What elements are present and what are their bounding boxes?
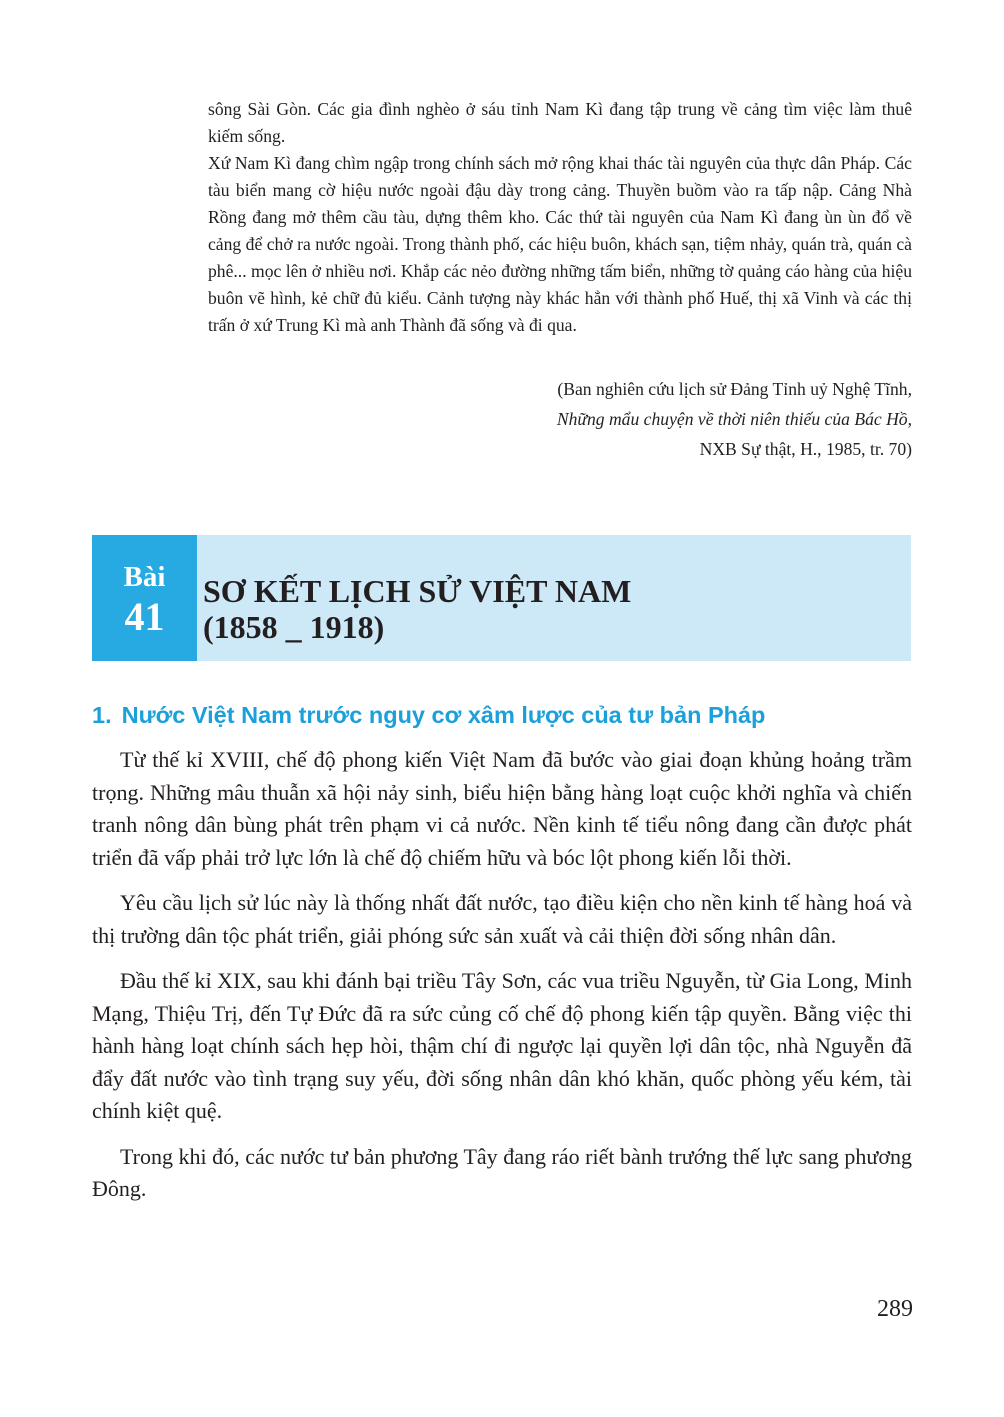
excerpt-paragraph: Xứ Nam Kì đang chìm ngập trong chính sách mở rộng khai thác tài nguyên của thực dân Pháp. Các tàu biển mang cờ hiệu nước ngoài đậu dày trong cảng. Thuyền buồm vào ra tấp nập. Cảng Nhà Rồng đang mở thêm cầu tàu, dựng thêm kho. Các thứ tài nguyên của Nam Kì đang ùn ùn đổ về cảng để chở ra nước ngoài. Trong thành phố, các hiệu buôn, khách sạn, tiệm nhảy, quán trà, quán cà phê... mọc lên ở nhiều nơi. Khắp các nẻo đường những tấm biển, những tờ quảng cáo hàng của hiệu buôn vẽ hình, kẻ chữ đủ kiểu. Cảnh tượng này khác hẳn với thành phố Huế, thị xã Vinh và các thị trấn ở xứ Trung Kì mà anh Thành đã sống và đi qua. [208,153,912,335]
page-number: 289 [877,1296,913,1322]
citation-line: NXB Sự thật, H., 1985, tr. 70) [699,439,912,459]
section-heading [92,699,765,731]
body-paragraph: Đầu thế kỉ XIX, sau khi đánh bại triều Tây Sơn, các vua triều Nguyễn, từ Gia Long, Minh Mạng, Thiệu Trị, đến Tự Đức đã ra sức củng cố chế độ phong kiến tập quyền. Bằng việc thi hành hàng loạt chính sách hẹp hòi, thậm chí đi ngược lại quyền lợi dân tộc, nhà Nguyễn đã đẩy đất nước vào tình trạng suy yếu, đời sống nhân dân khó khăn, quốc phòng yếu kém, tài chính kiệt quệ. [92,968,912,1123]
quoted-excerpt [208,96,912,339]
lesson-number: 41 [124,594,165,639]
body-paragraph: Từ thế kỉ XVIII, chế độ phong kiến Việt Nam đã bước vào giai đoạn khủng hoảng trầm trọng. Những mâu thuẫn xã hội nảy sinh, biểu hiện bằng hàng loạt cuộc khởi nghĩa và chiến tranh nông dân bùng phát trên phạm vi cả nước. Nền kinh tế tiểu nông đang cần được phát triển đã vấp phải trở lực lớn là chế độ chiếm hữu và bóc lột phong kiến lỗi thời. [92,747,912,870]
body-paragraph: Trong khi đó, các nước tư bản phương Tây đang ráo riết bành trướng thế lực sang phương Đông. [92,1143,912,1201]
excerpt-paragraph: sông Sài Gòn. Các gia đình nghèo ở sáu tỉnh Nam Kì đang tập trung về cảng tìm việc làm thuê kiếm sống. [208,99,912,146]
lesson-title-years: (1858 _ 1918) [203,609,385,645]
lesson-title-line: SƠ KẾT LỊCH SỬ VIỆT NAM [203,573,632,609]
section-number: 1. [92,702,112,728]
citation-book-title: Những mẩu chuyện về thời niên thiếu của Bác Hồ, [556,409,912,429]
lesson-title [203,573,631,645]
body-paragraph: Yêu cầu lịch sử lúc này là thống nhất đất nước, tạo điều kiện cho nền kinh tế hàng hoá và thị trường dân tộc phát triển, giải phóng sức sản xuất và cải thiện đời sống nhân dân. [92,890,912,948]
excerpt-source-citation [557,374,912,464]
lesson-label: Bài [123,561,166,593]
citation-line: (Ban nghiên cứu lịch sử Đảng Tỉnh uỷ Nghệ Tĩnh, [557,379,912,399]
section-title: Nước Việt Nam trước nguy cơ xâm lược của tư bản Pháp [121,702,766,728]
lesson-badge [92,535,197,661]
section-body [92,744,912,1219]
lesson-banner [92,535,911,661]
